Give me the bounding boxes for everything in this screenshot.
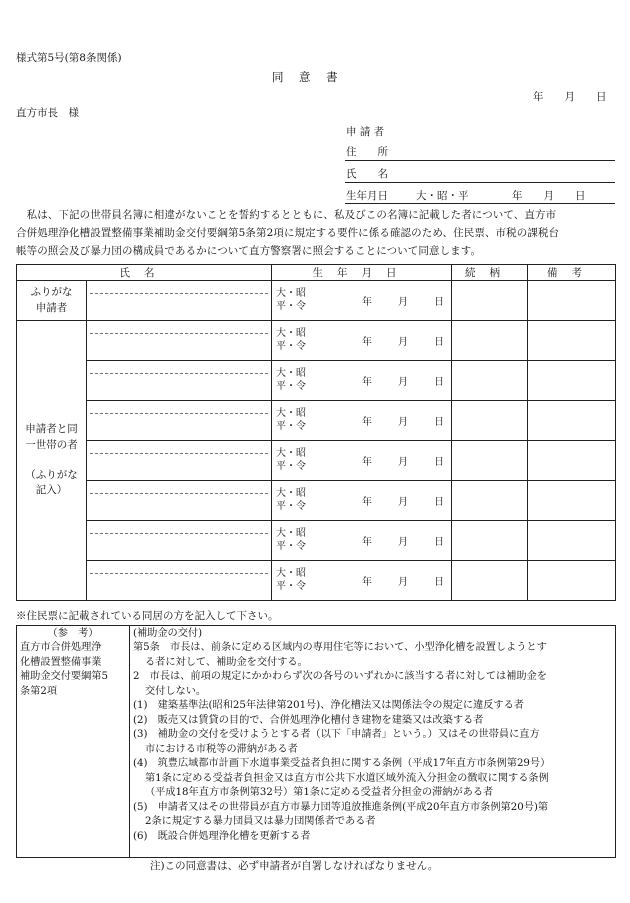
era-line-1: 大・昭	[276, 488, 306, 499]
applicant-birthdate-cell[interactable]	[272, 281, 452, 321]
day-label: 日	[434, 337, 444, 348]
month-label: 月	[398, 457, 408, 468]
month-label: 月	[398, 297, 408, 308]
reference-text-cell	[130, 626, 616, 858]
furigana-divider	[90, 453, 268, 454]
applicant-row-label-2: 申請者	[35, 301, 68, 314]
member-birthdate-cell[interactable]	[272, 521, 452, 561]
table-row	[17, 481, 616, 521]
member-remarks-cell[interactable]	[528, 561, 616, 601]
member-relation-cell[interactable]	[452, 481, 528, 521]
household-table	[16, 264, 616, 601]
consent-line-3: 帳等の照会及び暴力団の構成員であるかについて直方警察署に照会することについて同意します。	[16, 245, 482, 257]
member-remarks-cell[interactable]	[528, 521, 616, 561]
member-name-cell[interactable]	[87, 561, 272, 601]
reference-line: 第5条 市長は、前条に定める区域内の専用住宅等において、小型浄化槽を設置しようとす	[133, 642, 547, 654]
consent-line-2: 合併処理浄化槽設置整備事業補助金交付要綱第5条第2項に規定する要件に係る確認のため、住民票、市税の課税台	[16, 227, 560, 239]
day-label: 日	[434, 377, 444, 388]
member-birthdate-cell[interactable]	[272, 481, 452, 521]
table-row	[17, 361, 616, 401]
furigana-divider	[90, 573, 268, 574]
page-title: 同 意 書	[272, 70, 340, 84]
members-row-label-2: 一世帯の者	[25, 438, 78, 451]
applicant-name-label: 氏 名	[346, 168, 388, 180]
member-birthdate-cell[interactable]	[272, 361, 452, 401]
member-relation-cell[interactable]	[452, 561, 528, 601]
table-row	[17, 521, 616, 561]
furigana-divider	[90, 373, 268, 374]
era-line-2: 平・令	[276, 460, 306, 472]
member-birthdate-cell[interactable]	[272, 561, 452, 601]
reference-table	[16, 625, 616, 858]
reference-line: (1) 建築基準法(昭和25年法律第201号)、浄化槽法又は関係法令の規定に違反する者	[133, 700, 524, 712]
era-line-2: 平・令	[276, 580, 306, 592]
header-name: 氏名	[17, 265, 272, 281]
form-number: 様式第5号(第8条関係)	[16, 52, 122, 64]
year-label: 年	[362, 537, 372, 548]
month-label: 月	[398, 497, 408, 508]
reference-line: （平成18年直方市条例第32号）第1条に定める受益者分担金の滞納がある者	[145, 787, 494, 799]
furigana-divider	[90, 293, 268, 294]
members-row-label-1: 申請者と同	[25, 423, 78, 436]
member-remarks-cell[interactable]	[528, 321, 616, 361]
year-label: 年	[362, 377, 372, 388]
reference-source-2: 化槽設置整備事業	[20, 656, 102, 668]
furigana-divider	[90, 533, 268, 534]
reference-line: 交付しない。	[145, 685, 207, 697]
reference-line: 2 市長は、前項の規定にかかわらず次の各号のいずれかに該当する者に対しては補助金を	[133, 671, 547, 683]
member-birthdate-cell[interactable]	[272, 441, 452, 481]
furigana-divider	[90, 333, 268, 334]
members-row-label-4: （ふりがな	[25, 469, 78, 482]
table-header-row	[17, 265, 616, 281]
year-label: 年	[362, 497, 372, 508]
furigana-divider	[90, 493, 268, 494]
reference-line: (6) 既設合併処理浄化槽を更新する者	[133, 830, 311, 842]
footer-note: 注)この同意書は、必ず申請者が自署しなければなりません。	[150, 860, 439, 872]
member-relation-cell[interactable]	[452, 321, 528, 361]
date-line: 年 月 日	[533, 91, 607, 103]
member-remarks-cell[interactable]	[528, 481, 616, 521]
member-relation-cell[interactable]	[452, 361, 528, 401]
reference-line: 2条に規定する暴力団員又は暴力団関係者である者	[145, 816, 376, 828]
applicant-label: 申 請 者	[346, 126, 385, 138]
applicant-name-cell[interactable]	[87, 281, 272, 321]
era-line-1: 大・昭	[276, 408, 306, 419]
table-row	[17, 281, 616, 321]
resident-note: ※住民票に記載されている同居の方を記入して下さい。	[16, 610, 279, 622]
header-remarks: 備考	[528, 265, 616, 281]
header-relation: 続柄	[452, 265, 528, 281]
birth-eras: 大・昭・平	[416, 190, 469, 202]
addressee: 直方市長 様	[16, 107, 79, 119]
era-line-2: 平・令	[276, 500, 306, 512]
reference-line: 市における市税等の滞納がある者	[145, 743, 298, 755]
reference-line: (5) 申請者又はその世帯員が直方市暴力団等追放推進条例(平成20年直方市条例第20号)第	[133, 801, 549, 813]
address-line	[345, 160, 615, 161]
member-remarks-cell[interactable]	[528, 441, 616, 481]
day-label: 日	[434, 297, 444, 308]
member-name-cell[interactable]	[87, 361, 272, 401]
furigana-divider	[90, 413, 268, 414]
reference-source-cell	[17, 626, 130, 858]
reference-line: る者に対して、補助金を交付する。	[145, 656, 308, 668]
birth-label: 生年月日	[346, 190, 388, 202]
day-label: 日	[434, 537, 444, 548]
member-relation-cell[interactable]	[452, 441, 528, 481]
birth-line	[345, 203, 615, 204]
era-line-1: 大・昭	[276, 368, 306, 379]
era-line-2: 平・令	[276, 540, 306, 552]
era-line-2: 平・令	[276, 380, 306, 392]
member-name-cell[interactable]	[87, 401, 272, 441]
era-line-1: 大・昭	[276, 568, 306, 579]
applicant-relation-cell[interactable]	[452, 281, 528, 321]
era-line-1: 大・昭	[276, 328, 306, 339]
members-row-label	[17, 321, 87, 601]
day-label: 日	[434, 417, 444, 428]
month-label: 月	[398, 537, 408, 548]
era-line-2: 平・令	[276, 420, 306, 432]
reference-line: (4) 筑豊広域都市計画下水道事業受益者負担に関する条例（平成17年直方市条例第29号）	[133, 758, 551, 770]
member-birthdate-cell[interactable]	[272, 401, 452, 441]
consent-line-1: 私は、下記の世帯員名簿に相違がないことを誓約するとともに、私及びこの名簿に記載した者について、直方市	[16, 209, 557, 221]
member-relation-cell[interactable]	[452, 401, 528, 441]
member-birthdate-cell[interactable]	[272, 321, 452, 361]
applicant-remarks-cell[interactable]	[528, 281, 616, 321]
applicant-row-label	[17, 281, 87, 321]
era-line-1: 大・昭	[276, 288, 306, 299]
year-label: 年	[362, 577, 372, 588]
month-label: 月	[398, 337, 408, 348]
members-row-label-5: 記入）	[35, 484, 68, 497]
year-label: 年	[362, 297, 372, 308]
header-birthdate: 生年月日	[272, 265, 452, 281]
table-row	[17, 401, 616, 441]
table-row	[17, 561, 616, 601]
birth-ymd: 年 月 日	[512, 190, 586, 202]
name-line	[345, 182, 615, 183]
table-row	[17, 441, 616, 481]
member-name-cell[interactable]	[87, 321, 272, 361]
month-label: 月	[398, 417, 408, 428]
reference-source-3: 補助金交付要綱第5	[20, 671, 108, 683]
reference-source-1: 直方市合併処理浄	[20, 642, 102, 654]
reference-line: 第1条に定める受益者負担金又は直方市公共下水道区域外流入分担金の徴収に関する条例	[145, 772, 549, 784]
table-row	[17, 321, 616, 361]
era-line-1: 大・昭	[276, 448, 306, 459]
reference-line: (補助金の交付)	[133, 628, 203, 639]
reference-line: (3) 補助金の交付を受けようとする者（以下「申請者」という。）又はその世帯員に直方	[133, 729, 540, 741]
month-label: 月	[398, 377, 408, 388]
member-remarks-cell[interactable]	[528, 401, 616, 441]
applicant-row-label-1: ふりがな	[30, 286, 73, 299]
era-line-2: 平・令	[276, 340, 306, 352]
reference-label: （参 考）	[47, 628, 99, 639]
year-label: 年	[362, 457, 372, 468]
era-line-1: 大・昭	[276, 528, 306, 539]
member-relation-cell[interactable]	[452, 521, 528, 561]
reference-source-4: 条第2項	[20, 685, 58, 697]
day-label: 日	[434, 577, 444, 588]
day-label: 日	[434, 497, 444, 508]
era-line-2: 平・令	[276, 300, 306, 312]
member-name-cell[interactable]	[87, 441, 272, 481]
member-name-cell[interactable]	[87, 521, 272, 561]
year-label: 年	[362, 337, 372, 348]
member-remarks-cell[interactable]	[528, 361, 616, 401]
reference-line: (2) 販売又は賃貸の目的で、合併処理浄化槽付き建物を建築又は改築する者	[133, 714, 484, 726]
day-label: 日	[434, 457, 444, 468]
year-label: 年	[362, 417, 372, 428]
member-name-cell[interactable]	[87, 481, 272, 521]
month-label: 月	[398, 577, 408, 588]
address-label: 住 所	[346, 146, 388, 158]
